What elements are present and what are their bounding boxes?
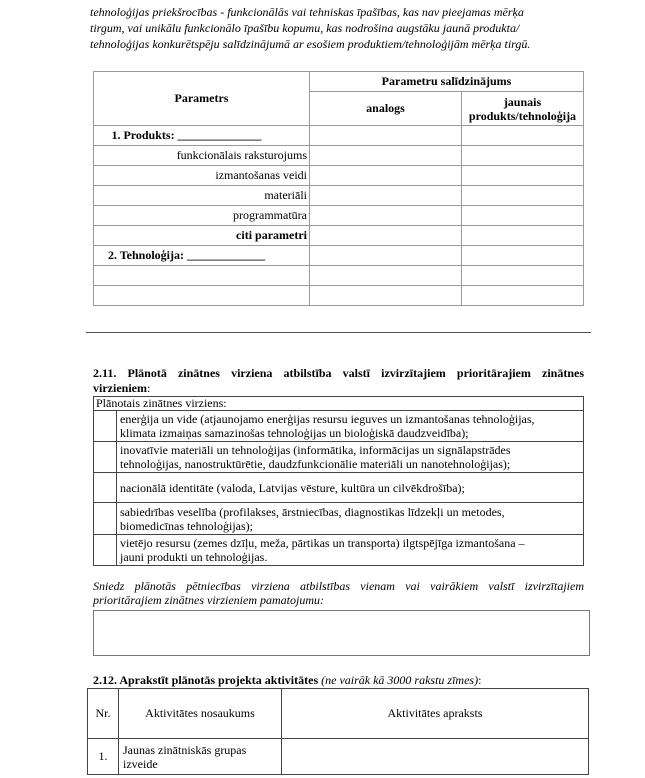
cell-new[interactable]: [462, 286, 584, 306]
col-name-header: Aktivitātes nosaukums: [119, 689, 282, 739]
priority-checkbox[interactable]: [94, 411, 117, 442]
cell-new[interactable]: [462, 186, 584, 206]
priority-item-line: inovatīvie materiāli un tehnoloģijas (informātika, informācijas un signālapstrādes: [120, 443, 511, 457]
cell-new[interactable]: [462, 206, 584, 226]
row-label-materiali: materiāli: [94, 186, 310, 206]
row-label-empty[interactable]: [94, 286, 310, 306]
priority-item-resursi: [117, 535, 584, 566]
priority-checkbox[interactable]: [94, 535, 117, 566]
intro-line-2: tirgum, vai unikālu funkcionālo īpašību kopumu, kas nodrošina augstāku jaunā produkta/: [90, 21, 520, 35]
priority-item-line: klimata izmaiņas samazinošas tehnoloģijas un bioloģiskā daudzveidība);: [120, 426, 469, 440]
activity-name-line2: izveide: [123, 756, 158, 771]
priority-checkbox[interactable]: [94, 503, 117, 535]
cell-analog[interactable]: [310, 266, 462, 286]
section-2-11-title-line1: [93, 366, 584, 381]
justification-line1: Sniedz plānotās pētniecības virziena atbilstības vienam vai vairākiem valstī izvirzītajiem: [93, 579, 584, 593]
col-desc-header: Aktivitātes apraksts: [282, 689, 589, 739]
col-nr-header: Nr.: [88, 689, 119, 739]
row-label-funkcionalais: funkcionālais raksturojums: [94, 146, 310, 166]
row-label-empty[interactable]: [94, 266, 310, 286]
section-2-11-title-line2: [93, 381, 584, 396]
cell-new[interactable]: [462, 166, 584, 186]
cell-analog[interactable]: [310, 166, 462, 186]
priority-item-line: vietējo resursu (zemes dzīļu, meža, pārtikas un transporta) ilgtspējīga izmantošana –: [120, 536, 525, 550]
col-new-header: [462, 92, 584, 126]
intro-line-1: tehnoloģijas priekšrocības - funkcionālās vai tehniskas īpašības, kas nav pieejamas mērķa: [90, 5, 524, 19]
comparison-group-header: Parametru salīdzinājums: [310, 72, 584, 92]
cell-analog[interactable]: [310, 146, 462, 166]
section-2-11-colon: :: [146, 381, 151, 395]
priority-checkbox[interactable]: [94, 442, 117, 473]
cell-new[interactable]: [462, 266, 584, 286]
justification-instruction: [93, 579, 584, 607]
activity-nr: 1.: [88, 739, 119, 775]
row-label-izmantosanas: izmantošanas veidi: [94, 166, 310, 186]
row-label-tehnologija: 2. Tehnoloģija: _____________: [94, 246, 310, 266]
section-2-11-number: 2.11.: [93, 366, 117, 380]
cell-analog[interactable]: [310, 246, 462, 266]
cell-new[interactable]: [462, 126, 584, 146]
priority-item-materiali: [117, 442, 584, 473]
section-divider: [86, 332, 591, 333]
priority-item-identitate: [117, 473, 584, 503]
priority-item-veseliba: [117, 503, 584, 535]
cell-new[interactable]: [462, 146, 584, 166]
row-label-citi: citi parametri: [94, 226, 310, 246]
cell-analog[interactable]: [310, 126, 462, 146]
priority-table: [93, 396, 584, 566]
priority-table-header: Plānotais zinātnes virziens:: [94, 397, 584, 411]
section-2-12-title: [93, 673, 481, 688]
section-2-11-title-text-2: virzieniem: [93, 381, 147, 395]
activities-table: [87, 688, 589, 775]
intro-paragraph: [90, 4, 590, 52]
section-2-12-note: (ne vairāk kā 3000 rakstu zīmes): [321, 673, 479, 687]
justification-input[interactable]: [93, 610, 590, 656]
priority-item-line: tehnoloģijas, nanostruktūrētie, daudzfunkcionālie materiāli un nanotehnoloģijas);: [120, 457, 511, 471]
row-label-produkts: 1. Produkts: ______________: [94, 126, 310, 146]
param-header: Parametrs: [94, 72, 310, 126]
priority-item-line: sabiedrības veselība (profilakses, ārstniecības, diagnostikas līdzekļi un metodes,: [120, 504, 505, 519]
priority-checkbox[interactable]: [94, 473, 117, 503]
section-2-12-colon: :: [478, 673, 482, 687]
priority-item-line: enerģija un vide (atjaunojamo enerģijas resursu ieguves un izmantošanas tehnoloģijas,: [120, 412, 535, 426]
priority-item-line: biomedicīnas tehnoloģijas);: [120, 518, 253, 533]
priority-item-line: nacionālā identitāte (valoda, Latvijas vēsture, kultūra un cilvēkdrošība);: [120, 480, 465, 495]
section-2-11-title: [93, 366, 584, 396]
activity-name: [119, 739, 282, 775]
activity-description[interactable]: [282, 739, 589, 775]
justification-line2: prioritārajiem zinātnes virzieniem pamatojumu:: [93, 593, 324, 607]
cell-analog[interactable]: [310, 206, 462, 226]
priority-item-line: jauni produkti un tehnoloģijas.: [120, 550, 268, 564]
intro-line-3: tehnoloģijas konkurētspēju salīdzinājumā ar esošiem produktiem/tehnoloģijām mērķa tirgū.: [90, 37, 531, 51]
priority-item-energija: [117, 411, 584, 442]
col-new-header-line1: jaunais: [503, 94, 542, 109]
cell-new[interactable]: [462, 226, 584, 246]
row-label-programmatura: programmatūra: [94, 206, 310, 226]
section-2-11-title-text: Plānotā zinātnes virziena atbilstība valstī izvirzītajiem prioritārajiem zinātnes: [127, 366, 584, 380]
col-new-header-line2: produkts/tehnoloģija: [468, 108, 577, 123]
col-analog-header: analogs: [310, 92, 462, 126]
cell-new[interactable]: [462, 246, 584, 266]
cell-analog[interactable]: [310, 226, 462, 246]
comparison-table: [93, 71, 584, 306]
cell-analog[interactable]: [310, 286, 462, 306]
activity-name-line1: Jaunas zinātniskās grupas: [123, 742, 247, 757]
section-2-12-title-text: 2.12. Aprakstīt plānotās projekta aktivitātes: [93, 673, 319, 687]
cell-analog[interactable]: [310, 186, 462, 206]
